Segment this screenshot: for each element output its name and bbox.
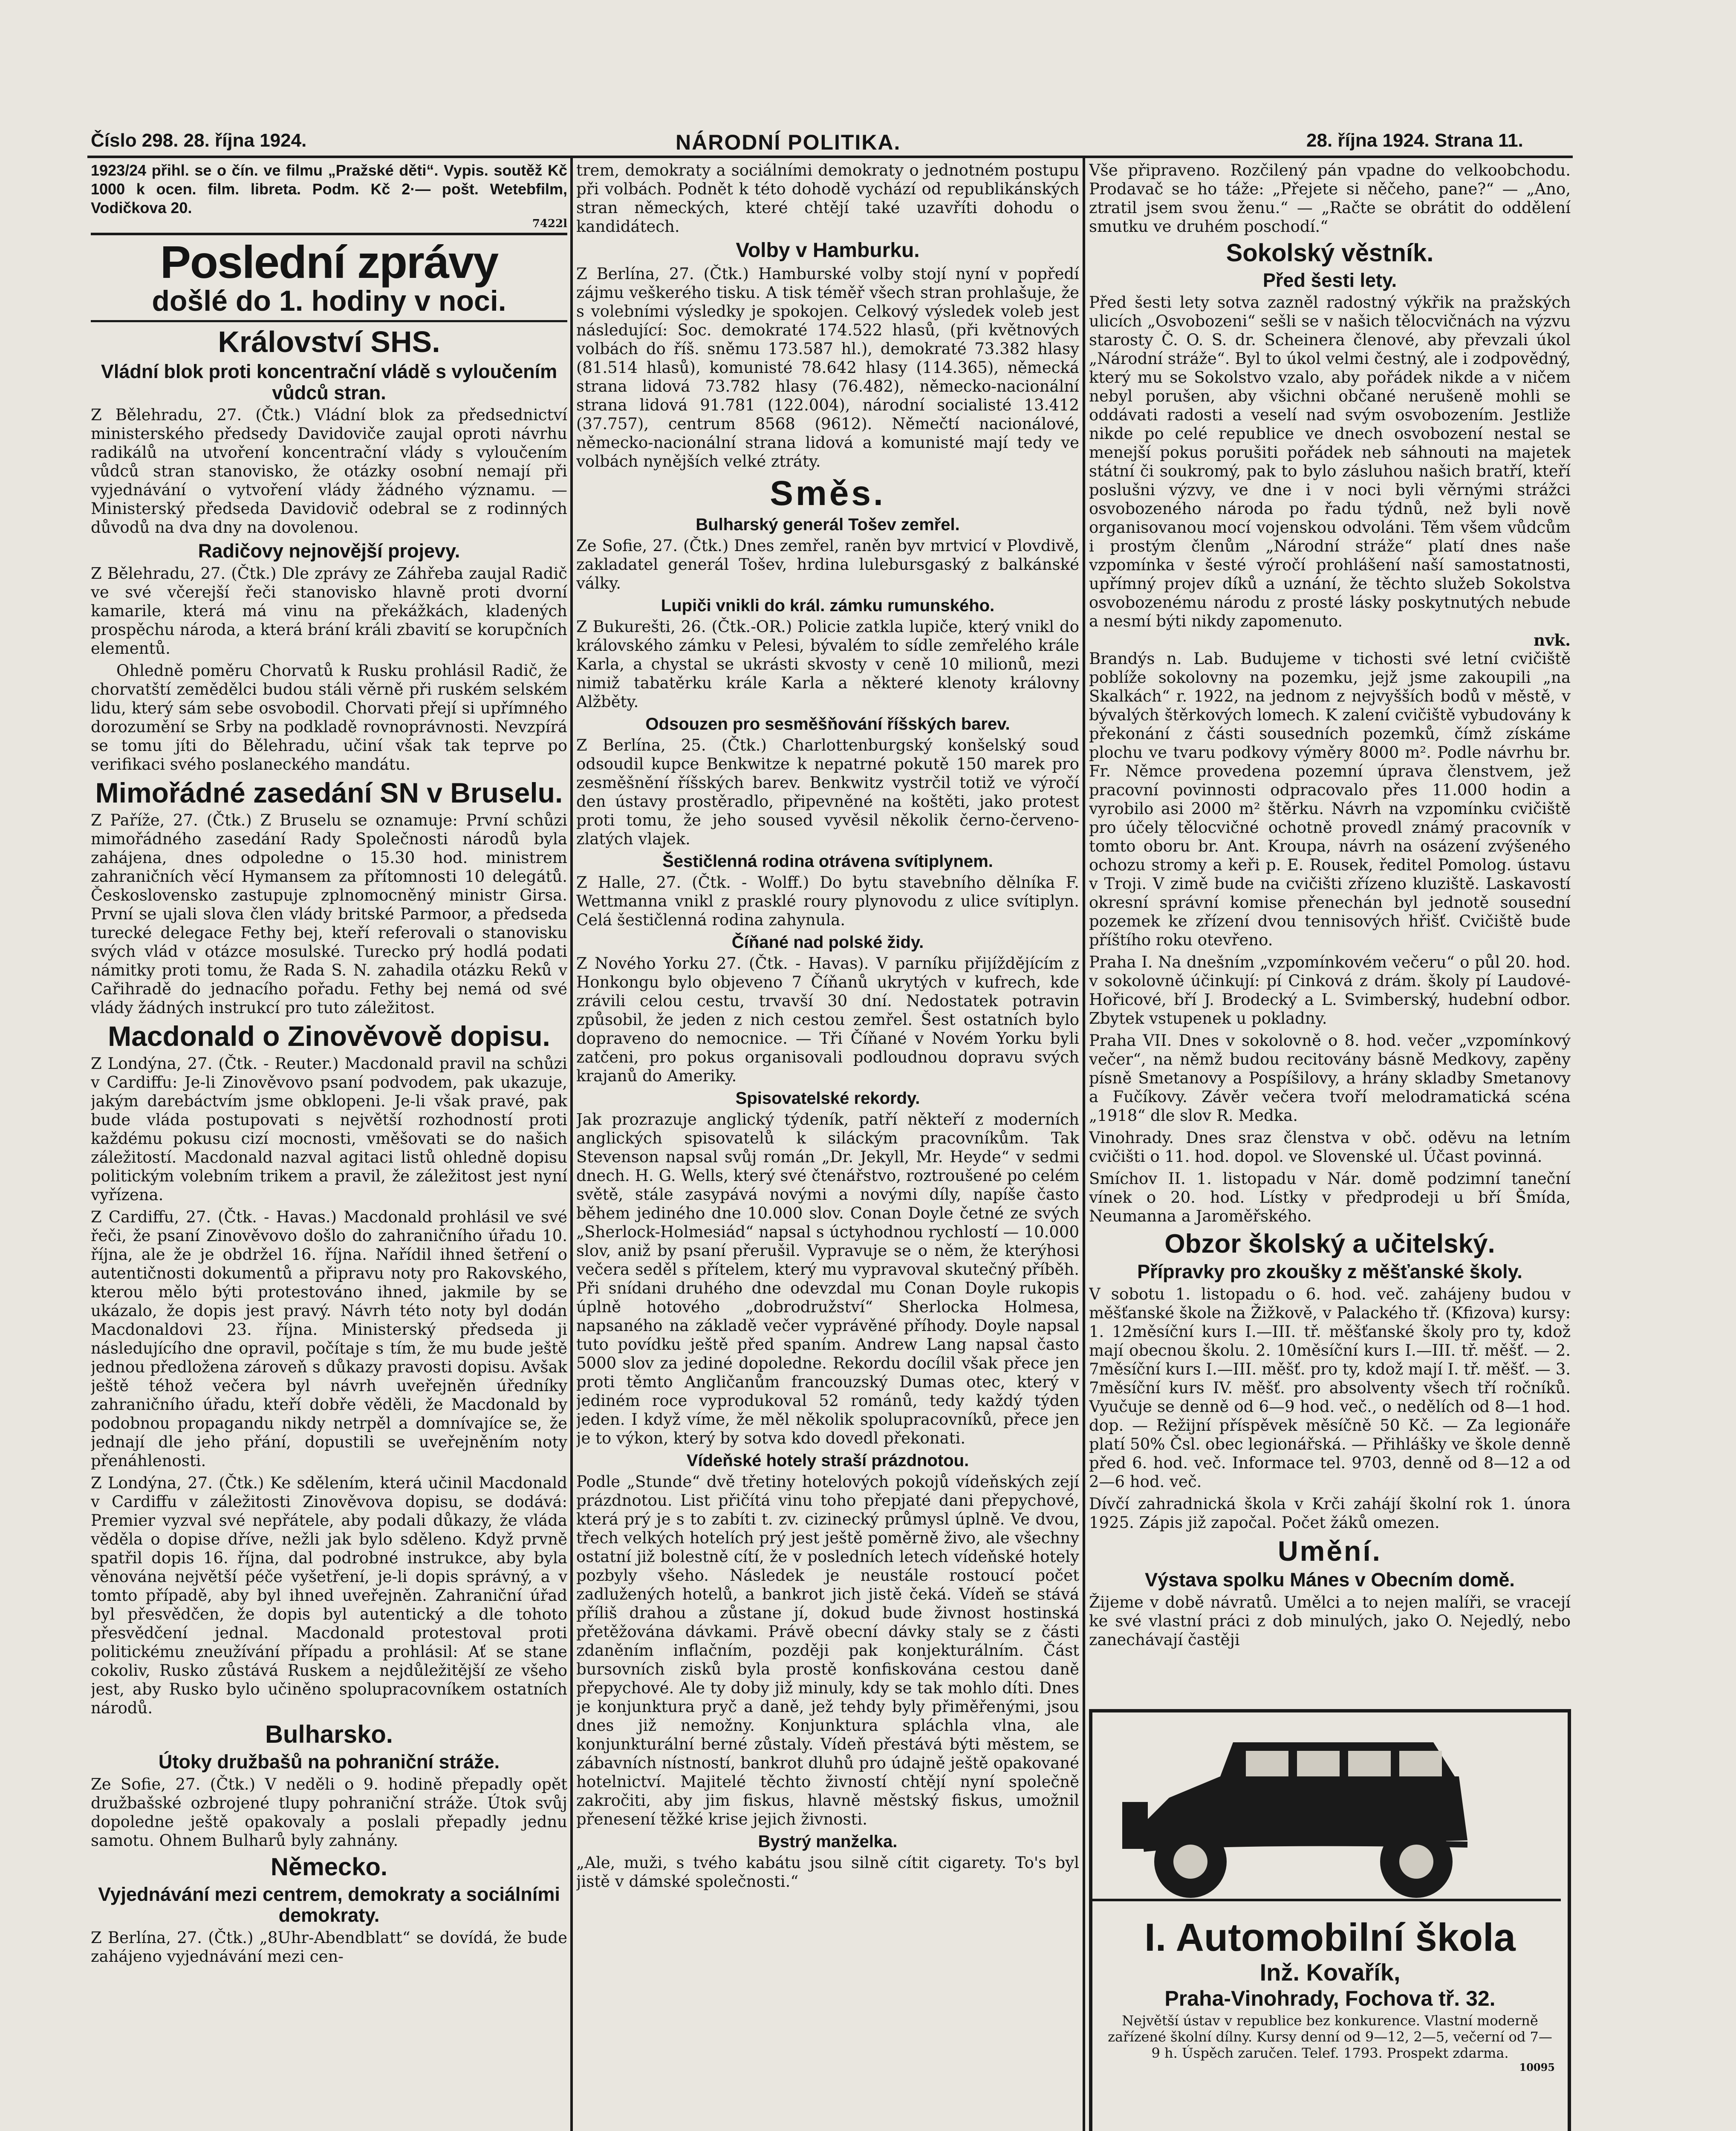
column-rule	[1083, 158, 1085, 2131]
subheading-art: Výstava spolku Mánes v Obecním domě.	[1145, 1569, 1515, 1591]
heading-shs: Království SHS.	[218, 325, 440, 358]
ad-auto-title: I. Automobilní škola	[1144, 1916, 1516, 1959]
ad-auto-owner: Inž. Kovařík,	[1259, 1958, 1401, 1986]
article-bulgaria: Ze Sofie, 27. (Čtk.) V neděli o 9. hodině přepadly opět družbašské ozbrojené tlupy pohraniční stráže. Útok svůj dopoledne ještě opakovaly a poslali přepadly jednu samotu. Ohnem Bulharů byly zahnány.	[91, 1775, 567, 1850]
heading-bulgaria: Bulharsko.	[265, 1721, 393, 1749]
header-rule	[87, 156, 1573, 158]
article-school-2: Dívčí zahradnická škola v Krči zahájí školní rok 1. února 1925. Zápis již započal. Počet žáků omezen.	[1089, 1494, 1571, 1532]
ad-auto-body: Největší ústav v republice bez konkurence. Vlastní moderně zařízené školní dílny. Kursy denní od 9—12, 2—5, večerní od 7—9 h. Úspěch zaručen. Telef. 1793. Prospekt zdarma.	[1108, 2012, 1552, 2061]
note-6-head: Spisovatelské rekordy.	[735, 1089, 920, 1108]
note-1: Ze Sofie, 27. (Čtk.) Dnes zemřel, raněn byv mrtvicí v Plovdivě, zakladatel generál Tošev, hrdina lulebursgaský z balkánské války.	[576, 536, 1079, 592]
article-col3-cont: Vše připraveno. Rozčilený pán vpadne do velkoobchodu. Prodavač se ho táže: „Přejete si něčeho, pane?“ — „Ano, ztratil jsem svou ženu.“ — „Račte se obrátit do oddělení smutku ve druhém poschodí.“	[1089, 161, 1571, 236]
issue-number: Číslo 298. 28. října 1924.	[91, 130, 307, 151]
note-2-head: Lupiči vnikli do král. zámku rumunského.	[661, 596, 995, 615]
article-germany: Z Berlína, 27. (Čtk.) „8Uhr-Abendblatt“ se dovídá, že bude zahájeno vyjednávání mezi cen-	[91, 1928, 567, 1966]
masthead: NÁRODNÍ POLITIKA.	[676, 130, 901, 154]
section-rule	[91, 233, 567, 235]
heading-sokol: Sokolský věstník.	[1226, 239, 1434, 267]
article-sokol-5: Vinohrady. Dnes sraz členstva v obč. oděvu na letním cvičišti o 11. hod. dopol. ve Slovenské ul. Účast povinná.	[1089, 1129, 1571, 1166]
column-3	[1089, 161, 1571, 1691]
article-radic-1: Z Bělehradu, 27. (Čtk.) Dle zprávy ze Záhřeba zaujal Radič ve své včerejší řeči stanovisko hlavně proti dvorní kamarile, která má vinu na překážkách, kladených prospěchu národa, a která brání králi zbavití se korupčních elementů.	[91, 564, 567, 658]
note-1-head: Bulharský generál Tošev zemřel.	[696, 515, 960, 534]
article-sn: Z Paříže, 27. (Čtk.) Z Bruselu se oznamuje: První schůzi mimořádného zasedání Rady Společnosti národů byla zahájena, dnes odpoledne o 15.30 hod. ministrem zahraničních věcí Hymansem za přítomnosti 10 delegátů. Československo zastupuje zplnomocněný ministr Girsa. První se ujali slova člen vlády britské Parmoor, a předseda turecké delegace Fethy bej, kteří referovali o stanovisku svých vlád v otázce mosulské. Turecko prý hodlá podati námitky proti tomu, že Rada S. N. zahadila otázku Reků v Cařihradě do jednacího pořadu. Fethy bej nemá od své vlády žádných instrukcí pro tuto záležitost.	[91, 811, 567, 1017]
classified-ad: 1923/24 přihl. se o čín. ve filmu „Pražské děti“. Vypis. soutěž Kč 1000 k ocen. film. libreta. Podm. Kč 2·— pošt. Wetebfilm, Vodičkova 20.	[91, 162, 567, 217]
heading-sn: Mimořádné zasedání SN v Bruselu.	[95, 777, 563, 809]
column-rule	[570, 158, 573, 2131]
article-sokol-3: Praha I. Na dnešním „vzpomínkovém večeru“ o půl 20. hod. v sokolovně účinkují: pí Cinková z drám. školy pí Laudové-Hořicové, bří J. Brodecký a L. Svimberský, hudební odbor. Zbytek vstupenek u pokladny.	[1089, 953, 1571, 1028]
note-8-head: Bystrý manželka.	[758, 1832, 898, 1851]
article-macdonald-3: Z Londýna, 27. (Čtk.) Ke sdělením, která učinil Macdonald v Cardiffu v záležitosti Zinověvova dopisu, se dodává: Premier vyzval své nepřátele, aby podali důkazy, že vláda věděla o dopise dříve, nežli jak bylo sděleno. Když prvně spatřil dopis 16. října, dal podrobné instrukce, aby byla věnována největší péče vyšetření, je-li dopis správný, a v tomto případě, aby byl ihned uveřejněn. Zahraniční úřad byl přesvědčen, že dopis byl autentický a dle tohoto přesvědčení jednal. Macdonald protestoval proti politickému zneužívání případu a prohlásil: Ať se stane cokoliv, Rusko zůstává Ruskem a nejdůležitější ze všeho jest, aby Rusko bylo učiněno spolupracovníkem ostatních národů.	[91, 1474, 567, 1718]
note-7: Podle „Stunde“ dvě třetiny hotelových pokojů vídeňských zejí prázdnotou. List přičítá vinu toho přepjaté dani přepychové, která prý je s to zabíti t. zv. cizinecký průmysl úplně. Ve dvou, třech velkých hotelích prý jest ještě poměrně živo, ale všechny ostatní již bolestně cítí, že v posledních letech vídeňské hotely pozbyly všeho. Následek je neustále rostoucí počet zadlužených hotelů, a bankrot jich jistě čeká. Vídeň se stává příliš drahou a zůstane jí, dokud bude živnost hostinská přetěžována dávkami. Právě obecní dávky staly se z části zdaněním inflačním, později pak konjekturálním. Část bursovních zisků byla prostě konfiskována cestou daně přepychové. Ale ty doby již minuly, kdy se tak mohlo díti. Dnes je konjunktura pryč a daně, jež tehdy byly přiměřenými, jsou dnes již nemožny. Konjunktura spláchla vlna, ale konjunkturální berné zůstaly. Vídeň přestává býti městem, se zábavních nístností, bankrot dluhů pro údajně ještě opakované hotelnictví. Majitelé těchto živností chtějí nyní společně zakročiti, aby jim fiskus, hlavně městský fiskus, umožnil přenesení těžké krise jejich živnosti.	[576, 1472, 1079, 1828]
page-subtitle: došlé do 1. hodiny v noci.	[152, 285, 506, 318]
heading-school: Obzor školský a učitelský.	[1164, 1229, 1495, 1259]
subheading-shs: Vládní blok proti koncentrační vládě s vyloučením vůdců stran.	[101, 361, 557, 404]
note-6: Jak prozrazuje anglický týdeník, patří někteří z moderních anglických spisovatelů k siláckým pracovníkům. Tak Stevenson napsal svůj román „Dr. Jekyll, Mr. Heyde“ v sedmi dnech. H. G. Wells, který své čtenářstvo, roztroušené po celém světě, stále zasypává novými a novými díly, napíše často během jediného dne 10.000 slov. Conan Doyle četné ze svých „Sherlock-Holmesiád“ napsal s úctyhodnou rychlostí — 10.000 slov, aniž by psaní přerušil. Vypravuje se o něm, že kterýhosi večera seděl s přítelem, který mu vypravoval skutečný příběh. Při snídani druhého dne odevzdal mu Conan Doyle rukopis úplně hotového „dobrodružství“ Sherlocka Holmesa, napsaného na základě večer vyprávěné příhody. Doyle napsal tuto povídku ještě před spaním. Andrew Lang napsal často 5000 slov za jediné dopoledne. Rekordu docílil však přece jen proti těmto Angličanům francouzský Dumas otec, který v jediném roce vyprodukoval 52 románů, tedy každý týden jeden. I když víme, že měl několik spolupracovníků, přece jen je to výkon, který by sotva kdo dovedl překonati.	[576, 1110, 1079, 1447]
article-radic-2: Ohledně poměru Chorvatů k Rusku prohlásil Radič, že chorvatští zemědělci budou stáli věrně při ruském selském lidu, který sám sebe osvobodil. Chorvati přejí si upřímného dorozumění se Srby na podkladě rovnoprávnosti. Nevzpírá se tomu jíti do Bělehradu, učiní však tak teprve po verifikaci svého poslaneckého mandátu.	[91, 661, 567, 774]
heading-smes: Směs.	[770, 474, 886, 513]
article-macdonald-1: Z Londýna, 27. (Čtk. - Reuter.) Macdonald pravil na schůzi v Cardiffu: Je-li Zinověvovo psaní podvodem, pak ukazuje, jakým darebáctvím jsme obklopeni. Je-li však pravé, pak bude vláda postupovati s největší rozhodností proti každému pokusu cizí mocnosti, vměšovati se do našich záležitostí. Macdonald nazval agitaci listů ohledně dopisu politickým volebním trikem a pravil, že záležitost jest nyní vyřízena.	[91, 1054, 567, 1204]
article-sokol-signature: nvk.	[1534, 631, 1571, 650]
article-sokol-6: Smíchov II. 1. listopadu v Nár. domě podzimní taneční vínek o 20. hod. Lístky v předprodeji u bří Šmída, Neumanna a Jaroměřského.	[1089, 1169, 1571, 1226]
note-5-head: Číňané nad polské židy.	[731, 933, 924, 952]
article-sokol-1: Před šesti lety sotva zazněl radostný výkřik na pražských ulicích „Osvobozeni“ sešli se v našich tělocvičnách na výzvu starosty Č. O. S. dr. Scheinera členové, aby převzali úkol „Národní stráže“. Byl to úkol velmi čestný, ale i zodpovědný, který mu se Sokolstvo vzalo, aby pořádek nikde a v ničem nebyl porušen, aby všichni občané nerušeně mohli se oddávati radosti a veselí nad svým osvobozením. Jestliže nikde po celé republice ve dnech osvobození nestal se menejší pokus porušiti pořádek neb sáhnouti na majetek státní či soukromý, pak to bylo zásluhou našich bratří, kteří poslušni výzvy, ve dne i v noci byli věrnými strážci osvobozeného národa po řadu týdnů, než byli nově organisovanou mocí vojenskou odvoláni. Těm všem vůdcům i prostým členům „Národní stráže“ platí dnes naše vzpomínka v šesté výročí prohlášení naší samostatnosti, upřímný projev díků a uznání, že těchto služeb Sokolstva osvobozenému národu z prosté lásky poskytnutých nebude a nesmí býti nikdy zapomenuto.	[1089, 293, 1571, 631]
heading-art: Umění.	[1277, 1535, 1382, 1567]
ad-auto-number: 10095	[1519, 2061, 1555, 2073]
ad-auto-address: Praha-Vinohrady, Fochova tř. 32.	[1164, 1986, 1496, 2010]
subheading-bulgaria: Útoky družbašů na pohraniční stráže.	[158, 1751, 500, 1773]
note-4-head: Šestičlenná rodina otrávena svítiplynem.	[662, 852, 993, 871]
article-sokol-4: Praha VII. Dnes v sokolovně o 8. hod. večer „vzpomínkový večer“, na němž budou recitovány básně Medkovy, zapěny písně Smetanovy a Pospíšilovy, a hrány skladby Smetanovy a Fučíkovy. Závěr večera tvoří melodramatická scéna „1918“ dle slov R. Medka.	[1089, 1031, 1571, 1125]
note-4: Z Halle, 27. (Čtk. - Wolff.) Do bytu stavebního dělníka F. Wettmanna vnikl z prasklé roury plynovodu z ulice svítiplyn. Celá šestičlenná rodina zahynula.	[576, 873, 1079, 929]
article-sokol-2: Brandýs n. Lab. Budujeme v tichosti své letní cvičiště poblíže sokolovny na pozemku, jejž jsme zakoupili „na Skalkách“ r. 1922, na jednom z nejvyšších bodů v městě, v bývalých štěrkových lomech. K zalení cvičiště vybudovány k překonání z části sousedních pozemků, čímž získáme plochu ve tvaru podkovy výměry 8000 m². Podle návrhu br. Fr. Němce provedena pozemní úprava členstvem, jež pracovní povinnosti odpracovalo přes 11.000 hodin a vyrobilo asi 2000 m² štěrku. Návrh na vzpomínku cvičiště pro účely tělocvičné ochotně provedl známý pracovník v tomto oboru br. Ant. Kroupa, návrh na osázení zvýšeného ochozu stromy a keři p. E. Rousek, ředitel Pomolog. ústavu v Troji. V zimě bude na cvičišti zřízeno kluziště. Laskavostí okresní správní komise přenechán byl jednotě sousední pozemek ke zřízení dvou tennisových hřišť. Cvičiště bude příštího roku otevřeno.	[1089, 650, 1571, 950]
heading-macdonald: Macdonald o Zinověvově dopisu.	[108, 1020, 550, 1052]
note-2: Z Bukurešti, 26. (Čtk.-OR.) Policie zatkla lupiče, který vnikl do královského zámku v Pelesi, bývalém to sídle zemřelého krále Karla, a chystal se ukrásti skvosty v ceně 10 milionů, mezi nimiž tabatěrku krále Karla a některé klenoty královny Alžběty.	[576, 617, 1079, 711]
article-macdonald-2: Z Cardiffu, 27. (Čtk. - Havas.) Macdonald prohlásil ve své řeči, že psaní Zinověvovo došlo do zahraničního úřadu 10. října, ale že je obdržel 16. října. Nařídil ihned šetření o autentičnosti dokumentů a připravu noty pro Rakovského, kterou mělo býti protestováno ihned, jakmile by se ukázalo, že dopis jest pravý. Návrh této noty byl dodán Macdonaldovi 23. října. Ministerský předseda ji následujícího dne opravil, počítaje s tím, že mu bude ještě jednou předložena zároveň s důkazy pravosti dopisu. Avšak ještě téhož večera byl návrh uveřejněn úředníky zahraničního úřadu, kteří dobře věděli, že Macdonald by podobnou propagandu nikdy netrpěl a domnívajíce se, že jednají dle jeho přání, dopustili se uveřejněním noty přenáhlenosti.	[91, 1208, 567, 1470]
note-5: Z Nového Yorku 27. (Čtk. - Havas). V parníku přijíždějícím z Honkongu bylo objeveno 7 Číňanů ukrytých v kufrech, kde zrávili celou cestu, trvavší 30 dní. Nedostatek potravin způsobil, že jeden z nich cestou zemřel. Šest ostatních bylo dopraveno do nemocnice. — Tři Číňané v Novém Yorku byli zatčeni, pro pokus organisovali podloudnou dopravu svých krajanů do Ameriky.	[576, 954, 1079, 1085]
section-rule	[91, 320, 567, 322]
subheading-school: Přípravky pro zkoušky z měšťanské školy.	[1137, 1261, 1522, 1283]
article-shs: Z Bělehradu, 27. (Čtk.) Vládní blok za předsednictví ministerského předsedy Davidoviče zaujal oproti návrhu radikálů na utvoření koncentrační vlády s vyloučením vůdců stran stanovisko, že otázky osobní nemají při vyjednávání o vytvoření vlády žádného významu. — Ministerský předseda Davidovič odebral se z rodinných důvodů na dva dny na dovolenou.	[91, 406, 567, 537]
column-2	[576, 161, 1079, 2131]
ad-automobile-school	[1089, 1709, 1571, 2131]
subheading-hamburg: Volby v Hamburku.	[736, 239, 920, 262]
article-hamburg: Z Berlína, 27. (Čtk.) Hamburské volby stojí nyní v popředí zájmu veškerého tisku. A tisk téměř všech stran prohlašuje, že s volebními výsledky je spokojen. Celkový výsledek voleb jest následující: Soc. demokraté 174.522 hlasů, (při květnových volbách do říš. sněmu 173.587 hl.), demokraté 73.382 hlasy (81.514 hlasů), komunisté 78.642 hlasy (114.365), německá strana lidová 73.782 hlasy (76.482), německo-nacionální strana lidová 91.781 (122.004), národní socialisté 13.412 (37.757), centrum 8568 (9612). Němečtí nacionálové, německo-nacionální strana lidová a komunisté mají tedy ve volbách nynějších velké ztráty.	[576, 264, 1079, 471]
note-3: Z Berlína, 25. (Čtk.) Charlottenburgský konšelský soud odsoudil kupce Benkwitze k nepatrné pokutě 150 marek pro zesměšnění říšských barev. Benkwitz vystrčil totiž ve výročí den ústavy prostěradlo, připevněné na koštěti, jako protest proti tomu, že jeho soused vyvěsil několik černo-červeno-zlatých vlajek.	[576, 736, 1079, 848]
classified-number: 7422l	[532, 217, 567, 230]
page-title: Poslední zprávy	[160, 236, 498, 288]
heading-germany: Německo.	[270, 1853, 388, 1881]
note-8: „Ale, muži, s tvého kabátu jsou silně cítit cigarety. To's byl jistě v dámské společnosti.“	[576, 1853, 1079, 1891]
date-page: 28. října 1924. Strana 11.	[1306, 130, 1523, 151]
column-1	[91, 161, 567, 2131]
subheading-sokol: Před šesti lety.	[1262, 269, 1397, 291]
note-3-head: Odsouzen pro sesměšňování říšských barev.	[645, 714, 1010, 733]
article-germany-cont: trem, demokraty a sociálními demokraty o jednotném postupu při volbách. Podnět k této dohodě vychází od republikánských stran německých, které chtějí také uzavříti dohodu o kandidátech.	[576, 161, 1079, 236]
article-school-1: V sobotu 1. listopadu o 6. hod. več. zahájeny budou v měšťanské škole na Žižkově, v Palackého tř. (Kfizova) kursy: 1. 12měsíční kurs I.—III. tř. měšťanské školy pro ty, kdož mají obecnou školu. 2. 10měsíční kurs I.—III. tř. měšť. — 2. 7měsíční kurs I.—III. měšť. pro ty, kdož mají I. tř. měšť. — 3. 7měsíční kurs IV. měšť. pro absolventy všech tří ročníků. Vyučuje se denně od 6—9 hod. več., o nedělích od 8—1 hod. dop. — Režijní příspěvek měsíčně 50 Kč. — Za legionáře platí 50% Čsl. obec legionářská. — Přihlášky ve škole denně před 6. hod. več. Informace tel. 9703, denně od 8—12 a od 2—6 hod. več.	[1089, 1285, 1571, 1491]
note-7-head: Vídeňské hotely straší prázdnotou.	[686, 1451, 969, 1470]
car-illustration	[1092, 1712, 1561, 1909]
subheading-radic: Radičovy nejnovější projevy.	[198, 540, 460, 562]
article-art: Žijeme v době návratů. Umělci a to nejen malíři, se vracejí ke své vlastní práci z dob minulých, jako O. Nejedlý, nebo zanechávají častěji	[1089, 1593, 1571, 1649]
subheading-germany: Vyjednávání mezi centrem, demokraty a sociálními demokraty.	[98, 1883, 560, 1926]
